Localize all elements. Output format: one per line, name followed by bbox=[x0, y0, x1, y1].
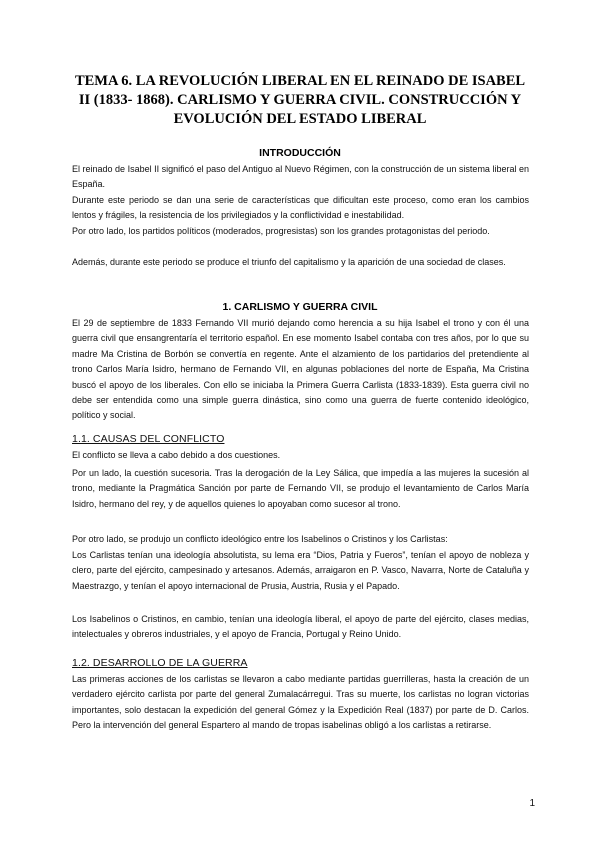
subsection-1-1-paragraph: Los Isabelinos o Cristinos, en cambio, tenían una ideología liberal, el apoyo de parte del ejército, clases medias, intelectuales y obreros industriales, y el apoyo de Francia, Portugal y Reino Unido. bbox=[72, 614, 529, 640]
intro-heading: INTRODUCCIÓN bbox=[259, 147, 341, 159]
subsection-1-1-paragraph: El conflicto se lleva a cabo debido a dos cuestiones. bbox=[72, 450, 281, 460]
intro-paragraph: Durante este periodo se dan una serie de características que dificultan este proceso, como eran los cambios lentos y frágiles, la resistencia de los privilegiados y la conflictividad e inestabilidad. bbox=[72, 195, 529, 221]
section-1-paragraph: El 29 de septiembre de 1833 Fernando VII murió dejando como herencia a su hija Isabel el trono y con él una guerra civil que ensangrentaría el territorio español. En ese momento Isabel contaba con tres años, por lo que su madre Ma Cristina de Borbón se convertía en regente. Ante el alzamiento de los partidarios del pretendiente al trono Carlos María Isidro, hermano de Fernando VII, en algunas poblaciones del norte de España, Ma Cristina buscó el apoyo de los liberales. Con ello se iniciaba la Primera Guerra Carlista (1833-1839). Esta guerra civil no debe ser entendida como una simple guerra dinástica, sino como una guerra de fuerte contenido ideológico, político y social. bbox=[72, 318, 529, 421]
subsection-1-1-heading: 1.1. CAUSAS DEL CONFLICTO bbox=[72, 433, 225, 445]
page-number: 1 bbox=[529, 798, 535, 809]
intro-paragraph: Por otro lado, los partidos políticos (moderados, progresistas) son los grandes protagonistas del periodo. bbox=[72, 226, 490, 236]
document-title: TEMA 6. LA REVOLUCIÓN LIBERAL EN EL REINADO DE ISABEL II (1833- 1868). CARLISMO Y GUERRA CIVIL. CONSTRUCCIÓN Y EVOLUCIÓN DEL ESTADO LIBERAL bbox=[74, 73, 526, 127]
intro-paragraph: Además, durante este periodo se produce el triunfo del capitalismo y la aparición de una sociedad de clases. bbox=[72, 257, 506, 267]
subsection-1-1-paragraph: Por otro lado, se produjo un conflicto ideológico entre los Isabelinos o Cristinos y los Carlistas: bbox=[72, 534, 448, 544]
section-1-heading: 1. CARLISMO Y GUERRA CIVIL bbox=[222, 301, 378, 313]
subsection-1-1-paragraph: Por un lado, la cuestión sucesoria. Tras la derogación de la Ley Sálica, que impedía a las mujeres la sucesión al trono, mediante la Pragmática Sanción por parte de Fernando VII, se produjo el levantamiento de Carlos María Isidro, hermano del rey, y de aquellos quienes lo apoyaban como sucesor al trono. bbox=[72, 468, 529, 509]
subsection-1-1-paragraph: Los Carlistas tenían una ideología absolutista, su lema era “Dios, Patria y Fueros”, tenían el apoyo de nobleza y clero, parte del ejército, campesinado y artesanos. Además, arraigaron en P. Vasco, Navarra, Norte de Cataluña y Maestrazgo, y tenían el apoyo internacional de Prusia, Austria, Rusia y el Papado. bbox=[72, 550, 529, 591]
subsection-1-2-paragraph: Las primeras acciones de los carlistas se llevaron a cabo mediante partidas guerrilleras, hasta la creación de un verdadero ejército carlista por parte del general Zumalacárregui. Tras su muerte, los carlistas no logran victorias importantes, solo destacan la expedición del general Gómez y la Expedición Real (1837) por parte de D. Carlos. Pero la intervención del general Espartero al mando de tropas isabelinas obligó a los carlistas a retirarse. bbox=[72, 674, 529, 731]
subsection-1-2-heading: 1.2. DESARROLLO DE LA GUERRA bbox=[72, 657, 248, 669]
intro-paragraph: El reinado de Isabel II significó el paso del Antiguo al Nuevo Régimen, con la construcción de un sistema liberal en España. bbox=[72, 164, 529, 190]
